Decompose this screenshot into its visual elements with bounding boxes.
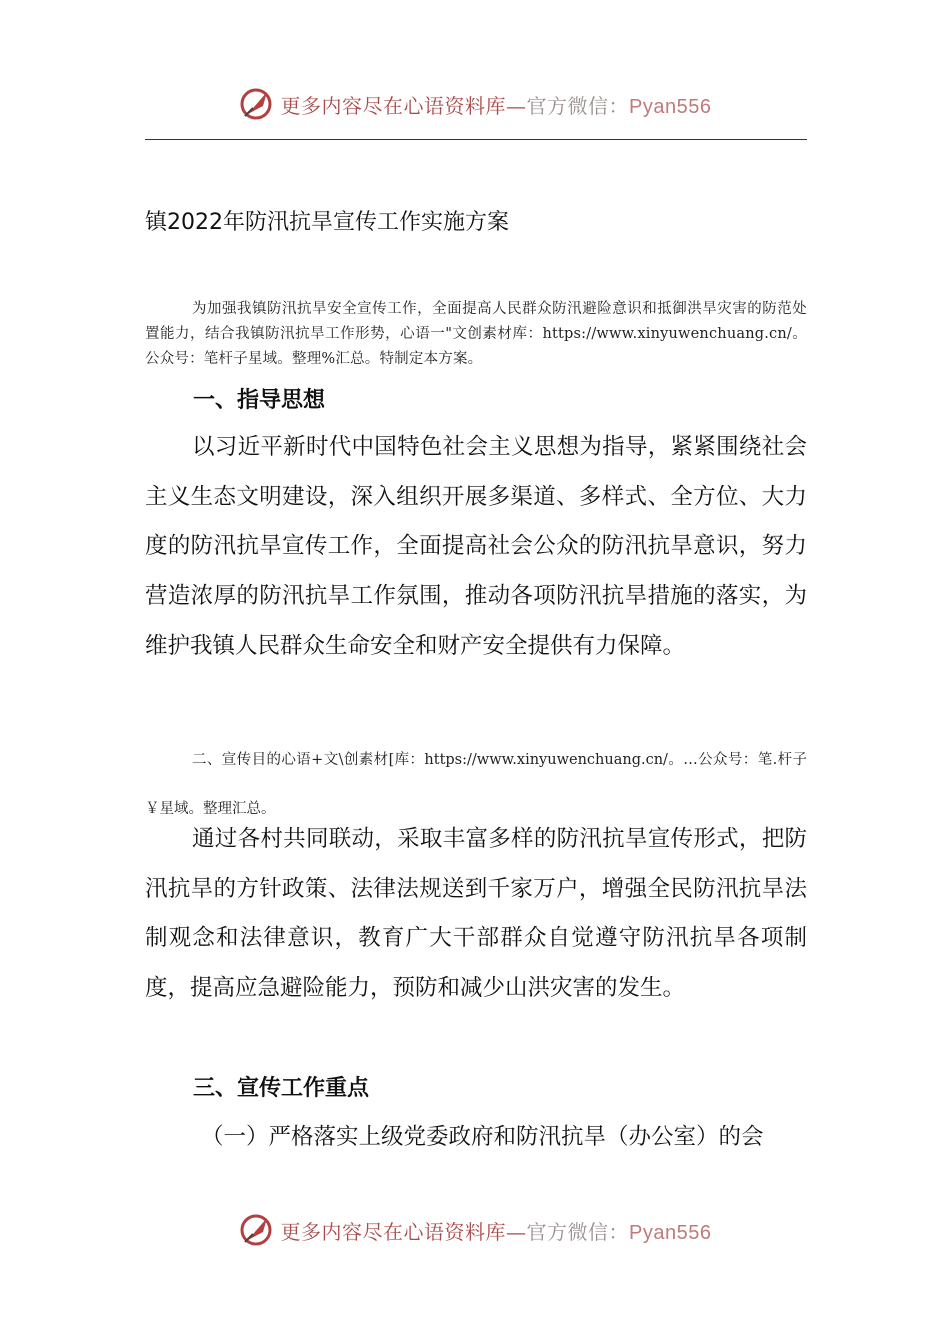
banner-slogan: 更多内容尽在心语资料库— <box>280 1219 527 1244</box>
section1-heading: 一、指导思想 <box>193 388 326 413</box>
banner-text <box>281 1216 712 1245</box>
section1-paragraph: 以习近平新时代中国特色社会主义思想为指导，紧紧围绕社会主义生态文明建设，深入组织开展多渠道、多样式、全方位、大力度的防汛抗旱宣传工作，全面提高社会公众的防汛抗旱意识，努力营造浓厚的防汛抗旱工作氛围，推动各项防汛抗旱措施的落实，为维护我镇人民群众生命安全和财产安全提供有力保障。 <box>145 434 807 659</box>
section2-paragraph: 通过各村共同联动，采取丰富多样的防汛抗旱宣传形式，把防汛抗旱的方针政策、法律法规送到千家万户，增强全民防汛抗旱法制观念和法律意识，教育广大干部群众自觉遵守防汛抗旱各项制度，提高应急避险能力，预防和减少山洪灾害的发生。 <box>145 826 807 1002</box>
header-banner <box>0 84 950 124</box>
section3-heading: 三、宣传工作重点 <box>193 1076 370 1101</box>
document-title: 镇2022年防汛抗旱宣传工作实施方案 <box>145 210 509 235</box>
banner-wechat-id: Pyan556 <box>629 95 712 118</box>
banner-wechat-label: 官方微信： <box>526 93 630 118</box>
quill-logo-icon <box>239 1212 275 1248</box>
banner-slogan: 更多内容尽在心语资料库— <box>280 93 527 118</box>
footer-banner <box>0 1210 950 1250</box>
banner-wechat-label: 官方微信： <box>526 1219 630 1244</box>
intro-paragraph: 为加强我镇防汛抗旱安全宣传工作，全面提高人民群众防汛避险意识和抵御洪旱灾害的防范处置能力，结合我镇防汛抗旱工作形势，心语一"文创素材库：https://www.xinyuwenchuang.cn/。公众号：笔杆子星域。整理%汇总。特制定本方案。 <box>145 301 807 367</box>
section2-heading-line: 二、宣传目的心语+文\创素材[库：https://www.xinyuwenchuang.cn/。…公众号：笔.杆子￥星域。整理汇总。 <box>145 752 807 817</box>
section3-item1: （一）严格落实上级党委政府和防汛抗旱（办公室）的会 <box>201 1124 764 1150</box>
banner-text <box>281 90 712 119</box>
header-divider <box>145 139 807 140</box>
quill-logo-icon <box>239 86 275 122</box>
banner-wechat-id: Pyan556 <box>629 1221 712 1244</box>
